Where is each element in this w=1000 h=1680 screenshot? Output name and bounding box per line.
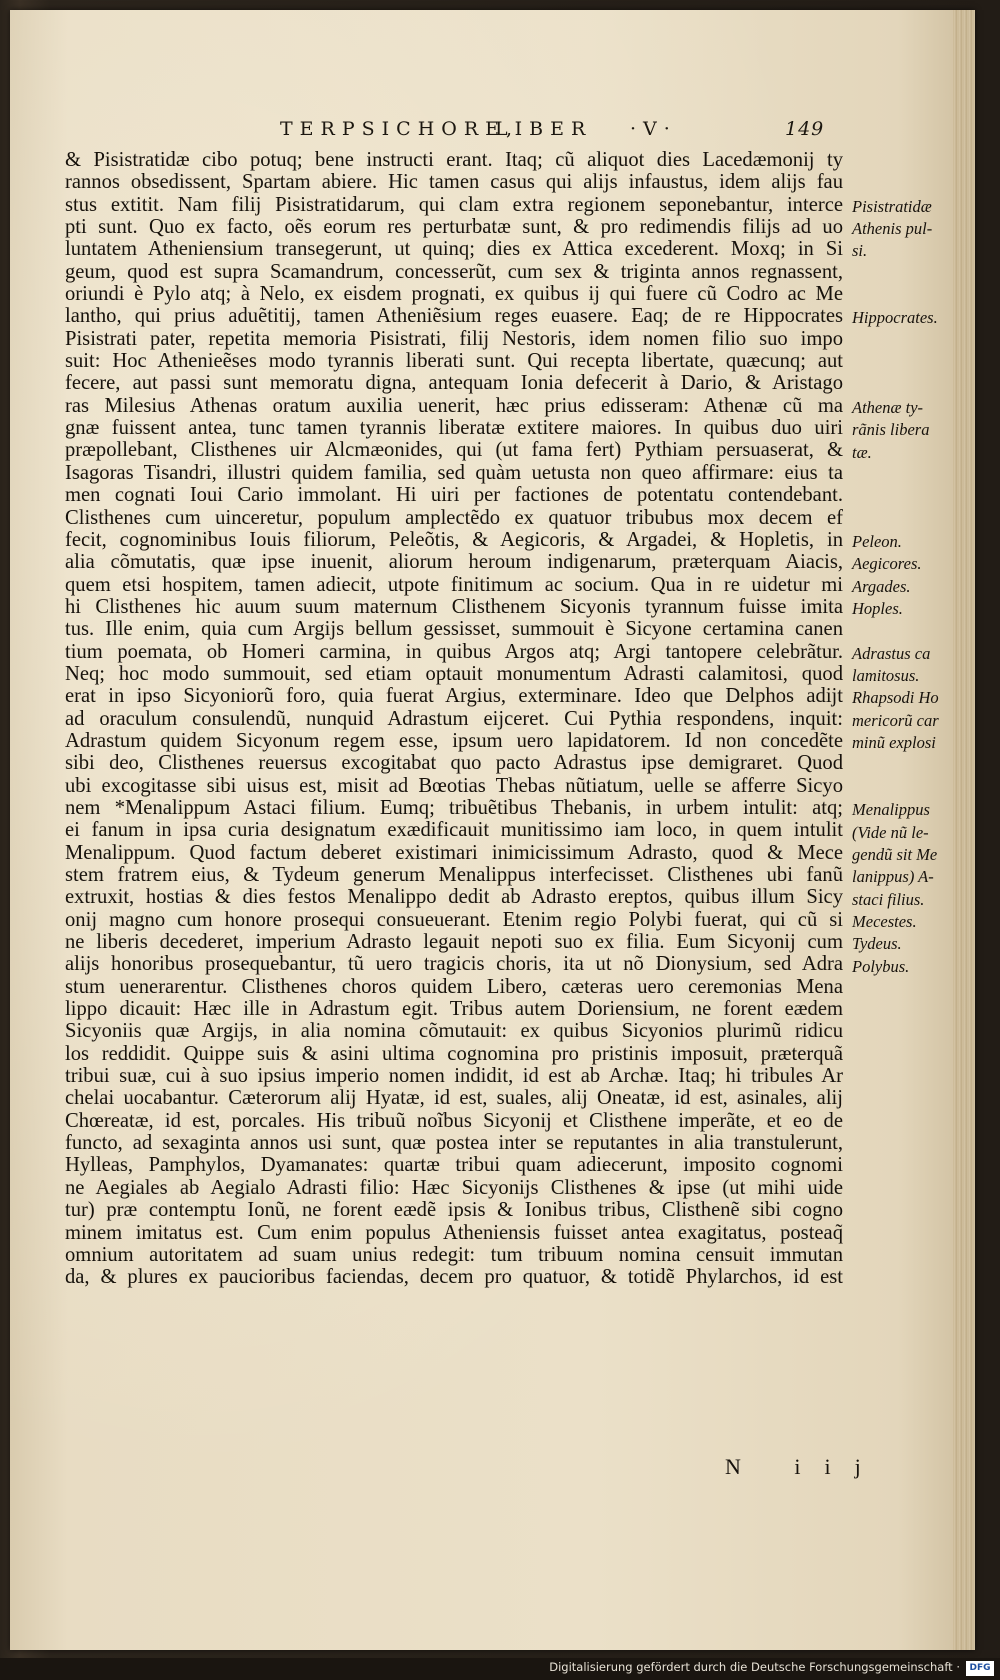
dfg-logo: DFG [966, 1661, 994, 1676]
text-line: Sicyoniis quæ Argijs, in alia nomina cõmutauit: ex quibus Sicyonios plurimũ ridicu [65, 1020, 843, 1043]
margin-note: Adrastus ca [852, 643, 931, 663]
margin-note: Athenæ ty- [852, 397, 924, 417]
margin-note: (Vide nũ le- [852, 822, 929, 842]
margin-note: si. [852, 241, 868, 261]
text-line: Menalippum. Quod factum deberet existimari inimicissimum Adrasto, quod & Mece [65, 841, 843, 864]
text-line: quem etsi hospitem, tamen adiecit, utpote finitimum ac socium. Qua in re uidetur mi [65, 573, 843, 596]
page-number: 149 [785, 118, 825, 140]
running-head-book: LIBER [495, 118, 593, 140]
text-line: ras Milesius Athenas oratum auxilia uenerit, hæc prius edisseram: Athenæ cũ ma [65, 394, 843, 417]
text-line: Adrastum quidem Sicyonum regem esse, ipsum uero lapidatorem. Id non concedẽte [65, 729, 843, 752]
text-line: fecere, aut passi sunt memoratu digna, antequam Ionia defecerit à Dario, & Aristago [65, 372, 843, 395]
text-line: Clisthenes cum uinceretur, populum amplectẽdo ex quatuor tribubus mox decem ef [65, 506, 843, 529]
text-line: ne liberis decederet, imperium Adrasto legauit nepoti suo ex filia. Eum Sicyonij cum [65, 931, 843, 954]
margin-note: staci filius. [852, 889, 925, 909]
text-line: præpollebant, Clisthenes uir Alcmæonides, qui (ut fama fert) Pythiam persuaserat, & [65, 439, 843, 462]
text-line: alijs honoribus prosequebantur, tũ uero tragicis choris, ita ut nõ Dionysium, sed Adra [65, 953, 843, 976]
margin-note: lanippus) A- [852, 867, 934, 887]
text-line: oriundi è Pylo atq; à Nelo, ex eisdem prognati, ex quibus ij qui fuere cũ Codro ac Me [65, 283, 843, 306]
text-line: omnium autoritatem ad suam unius redegit: tum tribuum nomina censuit immutan [65, 1243, 843, 1266]
text-line: sibi deo, Clisthenes reuersus excogitabat quo pacto Adrastus ipse demigraret. Quod [65, 752, 843, 775]
text-line: ubi excogitasse sibi uisus est, misit ad Bœotias Thebas nũtiatum, uelle se afferre Sicyo [65, 774, 843, 797]
text-line: erat in ipso Sicyoniorũ foro, quia fuerat Argius, exterminare. Ideo que Delphos adijt [65, 685, 843, 708]
running-head-title: TERPSICHORE, [280, 118, 520, 140]
text-line: tribui suæ, cui à suo ipsius imperio nomen indidit, id est ab Archæ. Itaq; hi tribules Ar [65, 1065, 843, 1088]
text-line: Neq; hoc modo summouit, sed etiam optauit monumentum Adrasti calamitosi, quod [65, 662, 843, 685]
margin-note: Rhapsodi Ho [852, 688, 939, 708]
margin-note: lamitosus. [852, 666, 920, 686]
text-line: stem fratrem eius, & Tydeum generum Menalippus interfecisset. Clisthenes ubi fanũ [65, 864, 843, 886]
margin-note: Tydeus. [852, 934, 902, 954]
text-line: tus. Ille enim, quia cum Argijs bellum gessisset, summouit è Sicyone certamina canen [65, 618, 843, 641]
margin-note: Peleon. [852, 531, 902, 551]
text-line: pti sunt. Quo ex facto, oẽs eorum res perturbatæ sunt, & pro redimendis filijs ad uo [65, 216, 843, 239]
footer-bar [0, 1658, 1000, 1680]
text-line: geum, quod est supra Scamandrum, concesserũt, cum sex & triginta annos regnassent, [65, 260, 843, 283]
margin-note: Argades. [852, 576, 911, 596]
text-line: da, & plures ex paucioribus faciendas, decem pro quatuor, & totidẽ Phylarchos, id est [65, 1266, 843, 1289]
text-line: chelai uocabantur. Cæterorum alij Hyatæ, id est, suales, alij Oneatæ, id est, asinales, alij [65, 1087, 843, 1110]
text-line: extruxit, hostias & dies festos Menalippo dedit ab Adrasto ereptos, quibus illum Sicy [65, 886, 843, 909]
margin-note: tæ. [852, 442, 872, 462]
text-line: Chœreatæ, id est, porcales. His tribuũ noĩbus Sicyonij et Clisthene imperãte, et eo de [65, 1109, 843, 1132]
margin-note: Hoples. [852, 599, 903, 618]
text-line: suit: Hoc Athenieẽses modo tyrannis liberati sunt. Qui recepta libertate, quæcunq; aut [65, 350, 843, 373]
text-line: rannos obsedissent, Spartam abiere. Hic tamen casus qui alijs infaustus, idem alijs fau [65, 171, 843, 194]
text-line: alia cõmutatis, quæ ipse inuenit, aliorum heroum indigenarum, præterquam Aiacis, [65, 551, 843, 574]
text-line: Isagoras Tisandri, illustri quidem familia, sed quàm uetusta non queo affirmare: eius ta [65, 461, 843, 484]
text-line: ad oraculum consulendũ, nunquid Adrastum eijceret. Cui Pythia respondens, inquit: [65, 707, 843, 730]
margin-note: minũ explosi [852, 733, 936, 753]
text-line: gnæ fuissent antea, tunc tamen tyrannis liberatæ extitere maiores. In quibus duo uiri [65, 417, 843, 440]
running-head [280, 118, 880, 148]
margin-note: mericorũ car [852, 710, 939, 730]
margin-note: Polybus. [852, 956, 910, 976]
text-line: lippo dicauit: Hæc ille in Adrastum egit. Tribus autem Doriensium, ne forent eædem [65, 998, 843, 1021]
text-line: ne Aegiales ab Aegialo Adrasti filio: Hæc Sicyonijs Clisthenes & ipse (ut mihi uide [65, 1176, 843, 1199]
text-line: ei fanum in ipsa curia designatum exædificauit munitissimo iam loco, in quem intulit [65, 819, 843, 842]
main-text-column [65, 149, 843, 1289]
text-line: onij magno cum honore prosequi consueuerant. Etenim regio Polybi fuerat, qui cũ si [65, 908, 843, 931]
text-line: hi Clisthenes hic auum suum maternum Clisthenem Sicyonis tyrannum fuisse imita [65, 595, 843, 618]
text-line: fecit, cognominibus Iouis filiorum, Peleõtis, & Aegicoris, & Argadei, & Hopletis, in [65, 528, 843, 551]
margin-note: Athenis pul- [852, 219, 933, 239]
margin-note: Aegicores. [852, 554, 922, 574]
margin-note: Mecestes. [852, 911, 917, 931]
margin-note: rãnis libera [852, 420, 930, 440]
book-page [10, 10, 975, 1650]
digitization-credit: Digitalisierung gefördert durch die Deutsche Forschungsgemeinschaft · [549, 1660, 960, 1674]
signature-mark: N iij [725, 1454, 885, 1479]
margin-note: gendũ sit Me [852, 844, 938, 864]
margin-note: Menalippus [852, 800, 930, 820]
text-line: Hylleas, Pamphylos, Dyamanates: quartæ tribui quam adiecerunt, imposito cognomi [65, 1154, 843, 1177]
text-line: men cognati Ioui Cario immolant. Hi uiri per factiones de potentatu contendebant. [65, 484, 843, 507]
text-line: tur) præ contemptu Ionũ, ne forent eædẽ ipsis & Ionibus tribus, Clisthenẽ sibi cogno [65, 1199, 843, 1222]
running-head-book-number: ·V· [630, 118, 677, 140]
text-line: luntatem Atheniensium transegerunt, ut quinq; dies ex Attica excederent. Moxq; in Si [65, 238, 843, 261]
text-line: Pisistrati pater, repetita memoria Pisistrati, filij Nestoris, idem nomen filio suo impo [65, 327, 843, 350]
margin-note: Hippocrates. [852, 308, 938, 328]
text-line: nem *Menalippum Astaci filium. Eumq; tribuẽtibus Thebanis, in urbem intulit: atq; [65, 796, 843, 819]
text-line: functo, ad sexaginta annos usi sunt, quæ postea inter se reputantes in alia transtulerunt, [65, 1132, 843, 1155]
text-line: stum uenerarentur. Clisthenes choros quidem Libero, cæteras uero ceremonias Mena [65, 975, 843, 998]
text-line: stus extitit. Nam filij Pisistratidarum, qui clam extra regionem seponebantur, interce [65, 193, 843, 216]
margin-note: Pisistratidæ [852, 196, 932, 216]
text-line: lantho, qui prius aduẽtitij, tamen Atheniẽsium reges euasere. Eaq; de re Hippocrates [65, 305, 843, 328]
text-line: & Pisistratidæ cibo potuq; bene instructi erant. Itaq; cũ aliquot dies Lacedæmonij ty [65, 149, 843, 171]
text-line: tium poemata, ob Homeri carmina, in quibus Argos atq; Argi tantopere celebrãtur. [65, 640, 843, 663]
text-line: los reddidit. Quippe suis & asini ultima cognomina pro pristinis imposuit, præterquã [65, 1042, 843, 1065]
page-fore-edge [953, 10, 975, 1650]
text-line: minem imitatus est. Cum enim populus Atheniensis fuisset antea exagitatus, posteaq̃ [65, 1221, 843, 1244]
